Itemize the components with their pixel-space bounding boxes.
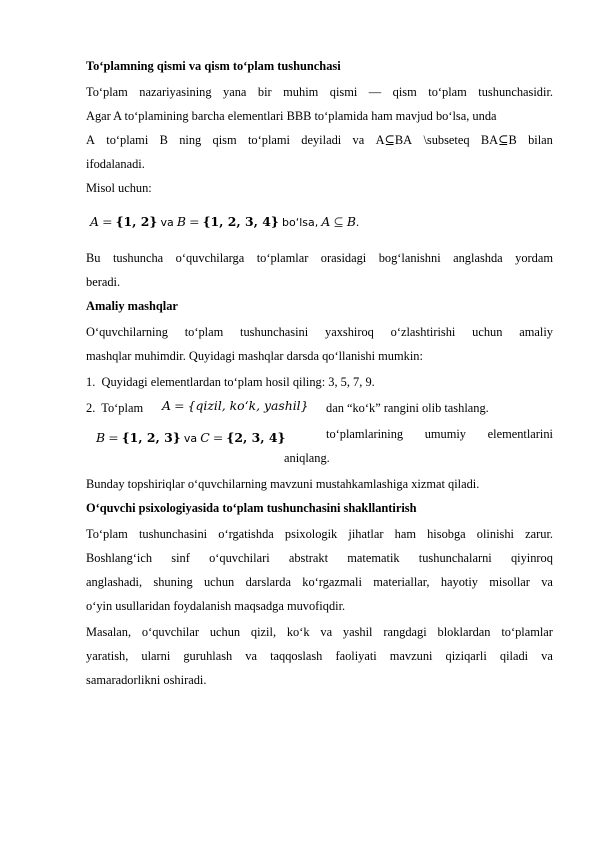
word: orasidagi bbox=[320, 251, 367, 265]
formula-eq-2: = bbox=[189, 214, 200, 229]
word: mavzuni bbox=[389, 649, 433, 663]
word: BA⊆B bbox=[480, 133, 517, 147]
word: to‘plami bbox=[106, 133, 149, 147]
formula-var-a2: A bbox=[321, 214, 331, 229]
word: Bu bbox=[86, 251, 101, 265]
word: to‘plam bbox=[184, 325, 224, 339]
formula-var-b3: B bbox=[96, 430, 106, 445]
word: va bbox=[352, 133, 365, 147]
word: ko‘rgazmali bbox=[302, 575, 362, 589]
word: ko‘k bbox=[286, 625, 310, 639]
list-item-2-number: 2. bbox=[86, 401, 96, 415]
formula-set-b: {1, 2, 3, 4} bbox=[202, 214, 279, 229]
word: va bbox=[541, 649, 553, 663]
word: yana bbox=[223, 85, 247, 99]
word: yordam bbox=[515, 251, 553, 265]
formula-var-c: C bbox=[200, 430, 210, 445]
word: o‘rgatishda bbox=[218, 527, 274, 541]
para2-line2: beradi. bbox=[86, 275, 121, 289]
example-label: Misol uchun: bbox=[86, 181, 152, 195]
word: — bbox=[368, 85, 382, 99]
formula-subset-sign: ⊆ bbox=[333, 214, 344, 229]
formula-period: . bbox=[356, 215, 360, 229]
word: qismi bbox=[329, 85, 358, 99]
word: jihatlar bbox=[348, 527, 384, 541]
word: va bbox=[320, 625, 333, 639]
para1-line3 bbox=[86, 132, 553, 148]
word: To‘plam bbox=[86, 527, 128, 541]
word: bilan bbox=[528, 133, 553, 147]
word: elementlarini bbox=[487, 427, 553, 441]
word: yaxshiroq bbox=[325, 325, 374, 339]
para1-line2: Agar A to‘plamining barcha elementlari BBB to‘plamida ham mavjud bo‘lsa, unda bbox=[86, 109, 497, 123]
word: shuning bbox=[153, 575, 193, 589]
word: yaratish, bbox=[86, 649, 129, 663]
formula-b-c-sets bbox=[96, 430, 285, 447]
word: A bbox=[86, 133, 95, 147]
word: to‘plamlarining bbox=[326, 427, 404, 441]
para5-line2 bbox=[86, 550, 553, 566]
word: muhim bbox=[283, 85, 319, 99]
word: amaliy bbox=[519, 325, 553, 339]
heading-practical-exercises: Amaliy mashqlar bbox=[86, 299, 178, 313]
word: deyiladi bbox=[301, 133, 342, 147]
word: tushuncha bbox=[112, 251, 164, 265]
formula-colors-var: A bbox=[162, 398, 171, 413]
formula-va-2: va bbox=[183, 432, 198, 445]
word: taqqoslash bbox=[270, 649, 323, 663]
para5-line3 bbox=[86, 574, 553, 590]
word: uchun bbox=[209, 625, 241, 639]
word: rangdagi bbox=[383, 625, 427, 639]
word: va bbox=[245, 649, 257, 663]
formula-eq-b: = bbox=[108, 430, 119, 445]
para5-line1 bbox=[86, 526, 553, 542]
formula-var-a: A bbox=[90, 214, 99, 229]
word: anglashda bbox=[453, 251, 503, 265]
word: to‘plami bbox=[247, 133, 290, 147]
word: to‘plamlar bbox=[501, 625, 553, 639]
word: olinishi bbox=[476, 527, 514, 541]
para1-line1 bbox=[86, 84, 553, 100]
word: qizil, bbox=[250, 625, 277, 639]
word: o‘zlashtirishi bbox=[390, 325, 456, 339]
word: B bbox=[159, 133, 168, 147]
word: A⊆BA bbox=[375, 133, 413, 147]
word: o‘quvchilarga bbox=[175, 251, 245, 265]
word: ham bbox=[394, 527, 416, 541]
formula-eq: = bbox=[102, 214, 113, 229]
word: ning bbox=[179, 133, 202, 147]
word: qism bbox=[392, 85, 417, 99]
word: bir bbox=[257, 85, 272, 99]
list-item-1 bbox=[86, 374, 375, 390]
list-item-2-post: dan “ko‘k” rangini olib tashlang. bbox=[326, 401, 489, 415]
word: qiyinroq bbox=[510, 551, 553, 565]
word: bog‘lanishni bbox=[378, 251, 441, 265]
heading-psychology: O‘quvchi psixologiyasida to‘plam tushunchasini shakllantirish bbox=[86, 501, 417, 515]
word: matematik bbox=[347, 551, 400, 565]
word: Boshlang‘ich bbox=[86, 551, 153, 565]
formula-var-b: B bbox=[176, 214, 186, 229]
heading-subset-concept: To‘plamning qismi va qism to‘plam tushunchasi bbox=[86, 59, 341, 73]
para6-line2 bbox=[86, 648, 553, 664]
formula-set-a: {1, 2} bbox=[115, 214, 158, 229]
list-item-2-pre: To‘plam bbox=[101, 401, 144, 415]
word: sinf bbox=[171, 551, 190, 565]
para2-line1 bbox=[86, 250, 553, 266]
list-item-1-number: 1. bbox=[86, 375, 96, 389]
word: tushunchalarni bbox=[418, 551, 492, 565]
word: Masalan, bbox=[86, 625, 132, 639]
list-item-1-text: Quyidagi elementlardan to‘plam hosil qiling: 3, 5, 7, 9. bbox=[101, 375, 375, 389]
word: va bbox=[541, 575, 553, 589]
formula-colors-set bbox=[162, 398, 309, 414]
word: tushunchasini bbox=[138, 527, 208, 541]
list-item-3-post bbox=[326, 426, 553, 442]
formula-eq-c: = bbox=[212, 430, 224, 445]
word: misollar bbox=[489, 575, 530, 589]
word: to‘plamlar bbox=[256, 251, 309, 265]
formula-set-c: {2, 3, 4} bbox=[226, 430, 286, 445]
list-item-2 bbox=[86, 400, 143, 416]
word: materiallar, bbox=[373, 575, 430, 589]
para1-line4: ifodalanadi. bbox=[86, 157, 145, 171]
word: To‘plam bbox=[86, 85, 128, 99]
para6-line3: samaradorlikni oshiradi. bbox=[86, 673, 207, 687]
word: nazariyasining bbox=[139, 85, 212, 99]
word: qiziqarli bbox=[445, 649, 487, 663]
word: psixologik bbox=[284, 527, 338, 541]
formula-va: va bbox=[160, 216, 174, 229]
word: qiladi bbox=[499, 649, 529, 663]
word: uchun bbox=[203, 575, 235, 589]
formula-colors-elements: {qizil, ko‘k, yashil} bbox=[187, 398, 309, 413]
word: tushunchasidir. bbox=[478, 85, 553, 99]
word: tushunchasini bbox=[240, 325, 309, 339]
word: ularni bbox=[141, 649, 171, 663]
word: O‘quvchilarning bbox=[86, 325, 168, 339]
formula-colors-eq: = bbox=[174, 398, 185, 413]
word: zarur. bbox=[525, 527, 553, 541]
formula-subset-example bbox=[90, 214, 359, 231]
para3-line1 bbox=[86, 324, 553, 340]
word: umumiy bbox=[424, 427, 467, 441]
para5-line4: o‘yin usullaridan foydalanish maqsadga muvofiqdir. bbox=[86, 599, 346, 613]
para6-line1 bbox=[86, 624, 553, 640]
word: \subseteq bbox=[423, 133, 470, 147]
word: hayotiy bbox=[440, 575, 478, 589]
word: qism bbox=[212, 133, 237, 147]
word: abstrakt bbox=[288, 551, 329, 565]
word: yashil bbox=[342, 625, 373, 639]
list-item-3-end: aniqlang. bbox=[284, 451, 330, 465]
word: to‘plam bbox=[428, 85, 467, 99]
formula-bolsa: bo‘lsa, bbox=[282, 216, 319, 229]
word: o‘quvchilari bbox=[209, 551, 270, 565]
word: faoliyati bbox=[335, 649, 377, 663]
word: bloklardan bbox=[437, 625, 491, 639]
para3-line2: mashqlar muhimdir. Quyidagi mashqlar darsda qo‘llanishi mumkin: bbox=[86, 349, 423, 363]
word: hisobga bbox=[427, 527, 466, 541]
word: uchun bbox=[472, 325, 503, 339]
word: anglashadi, bbox=[86, 575, 143, 589]
para4: Bunday topshiriqlar o‘quvchilarning mavzuni mustahkamlashiga xizmat qiladi. bbox=[86, 477, 480, 491]
word: o‘quvchilar bbox=[141, 625, 200, 639]
formula-var-b2: B bbox=[346, 214, 357, 229]
word: guruhlash bbox=[183, 649, 233, 663]
word: darslarda bbox=[245, 575, 291, 589]
formula-set-b3: {1, 2, 3} bbox=[121, 430, 181, 445]
